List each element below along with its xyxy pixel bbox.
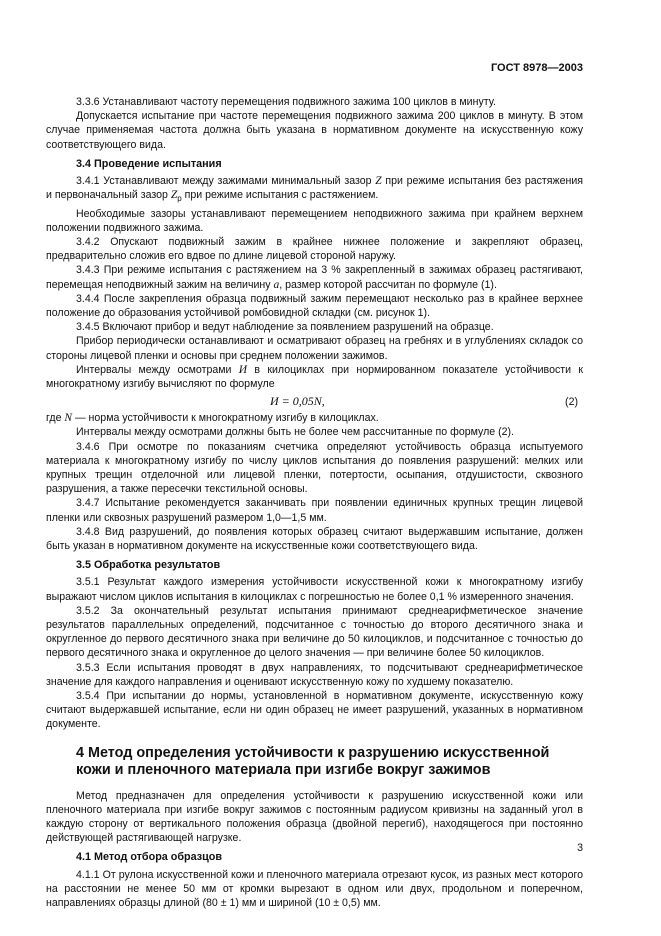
section-heading-3-4: 3.4 Проведение испытания <box>76 157 222 170</box>
section-heading-3-5: 3.5 Обработка результатов <box>76 559 221 572</box>
paragraph-3-4-6: 3.4.6 При осмотре по показаниям счетчика определяют устойчивость образца испытуемого материала к многократному изгибу по числу циклов испытания до появления разрушений: мелких или крупных трещин отделочной или лицевой пленки, потертости, осыпания, отдушистости, сквозного разрушения, а также пересечки текстильной основы. <box>46 440 583 496</box>
page-number: 3 <box>577 842 583 854</box>
formula-expression: И = 0,05N, <box>270 394 325 409</box>
paragraph-3-3-6-note: Допускается испытание при частоте перемещения подвижного зажима 200 циклов в минуту. В этом случае применяемая частота должна быть указана в нормативном документе на искусственную кожу соответствующего вида. <box>46 110 583 151</box>
paragraph-3-4-8: 3.4.8 Вид разрушений, до появления которых образец считают выдержавшим испытание, должен быть указан в нормативном документе на искусственные кожи соответствующего вида. <box>46 525 583 552</box>
section-heading-4: 4 Метод определения устойчивости к разрушению искусственной кожи и пленочного материала при изгибе вокруг зажимов <box>76 744 550 778</box>
variable-z: Z <box>375 175 382 188</box>
formula-where <box>46 411 583 425</box>
paragraph-3-4-5-d: Интервалы между осмотрами должны быть не более чем рассчитанные по формуле (2). <box>76 426 514 439</box>
document-body <box>46 95 583 910</box>
text: при режиме испытания без растяжения и первоначальный зазор <box>46 175 584 202</box>
paragraph-3-4-1-note: Необходимые зазоры устанавливают перемещением неподвижного зажима при крайнем верхнем положении подвижного зажима. <box>46 207 583 234</box>
paragraph-3-4-5-b: Прибор периодически останавливают и осматривают образец на гребнях и в углублениях складок со стороны лицевой пленки и основы при среднем положении зажимов. <box>46 335 583 362</box>
paragraph-3-5-3: 3.5.3 Если испытания проводят в двух направлениях, то подсчитывают среднеарифметическое значение для каждого направления и оценивают искусственную кожу по худшему показателю. <box>46 661 583 688</box>
variable-zp: Z <box>170 189 178 202</box>
paragraph-3-5-1: 3.5.1 Результат каждого измерения устойчивости искусственной кожи к многократному изгибу выражают числом циклов испытания в килоциклах с погрешностью не более 0,1 % измеренного значения. <box>46 576 583 603</box>
text: — норма устойчивости к многократному изгибу в килоциклах. <box>72 412 379 425</box>
paragraph-3-4-5: 3.4.5 Включают прибор и ведут наблюдение за появлением разрушений на образце. <box>76 321 494 334</box>
paragraph-3-4-1 <box>46 174 583 207</box>
paragraph-4-1-1: 4.1.1 От рулона искусственной кожи и пленочного материала отрезают кусок, из разных мест которого на расстоянии не менее 50 мм от кромки вырезают в одном или двух, продольном и поперечном, направлениях образцы длиной (80 ± 1) мм и шириной (10 ± 0,5) мм. <box>46 868 583 910</box>
text: при режиме испытания с растяжением. <box>181 189 379 202</box>
paragraph-3-4-5-c <box>46 363 583 391</box>
variable-n: N <box>64 412 73 425</box>
paragraph-3-4-4: 3.4.4 После закрепления образца подвижный зажим перемещают несколько раз в крайнее верхнее положение до образования устойчивой ромбовидной складки (см. рисунок 1). <box>46 292 583 319</box>
paragraph-3-4-3 <box>46 263 583 291</box>
text: 3.4.1 Устанавливают между зажимами минимальный зазор <box>76 175 376 188</box>
subscript-p: р <box>177 194 182 204</box>
formula-2 <box>46 393 583 410</box>
formula-number: (2) <box>565 396 578 409</box>
paragraph-3-5-2: 3.5.2 За окончательный результат испытания принимают среднеарифметическое значение результатов параллельных определений, подсчитанное с точностью до второго десятичного знака и округленное до первого десятичного знака при величине до 50 килоциклов, и подсчитанное с точностью до первого десятичного знака и округленное до целого значения — при величине более 50 килоциклов. <box>46 604 583 660</box>
section-heading-4-1: 4.1 Метод отбора образцов <box>76 851 223 864</box>
paragraph-3-3-6: 3.3.6 Устанавливают частоту перемещения подвижного зажима 100 циклов в минуту. <box>76 96 496 108</box>
paragraph-4-intro: Метод предназначен для определения устойчивости к разрушению искусственной кожи или пленочного материала при изгибе вокруг зажимов с постоянным радиусом кривизны на заданный угол в каждую сторону от вертикального положения образца (двойной перегиб), находящегося при постоянно действующей растягивающей нагрузке. <box>46 789 583 845</box>
text: 3.4.3 При режиме испытания с растяжением на 3 % закрепленный в зажимах образец растягивают, перемещая неподвижный зажим на величину <box>46 264 583 291</box>
text: Интервалы между осмотрами <box>76 363 239 376</box>
variable-i: И <box>238 363 248 376</box>
text: , размер которой рассчитан по формуле (1). <box>279 278 497 291</box>
paragraph-3-4-2: 3.4.2 Опускают подвижный зажим в крайнее нижнее положение и закрепляют образец, предварительно сложив его вдвое по длине лицевой стороной наружу. <box>46 235 583 263</box>
paragraph-3-5-4: 3.5.4 При испытании до нормы, установленной в нормативном документе, искусственную кожу считают выдержавшей испытание, если ни один образец не имеет разрушений, указанных в нормативном документе. <box>46 690 583 731</box>
paragraph-3-4-7: 3.4.7 Испытание рекомендуется заканчивать при появлении единичных крупных трещин лицевой пленки или сквозных разрушений размером 1,0—1,5 мм. <box>46 497 583 524</box>
document-code-header: ГОСТ 8978—2003 <box>490 62 583 74</box>
variable-a: a <box>273 278 280 291</box>
text: где <box>46 412 65 425</box>
text: в килоциклах при нормированном показателе устойчивости к многократному изгибу вычисляют по формуле <box>46 363 583 390</box>
